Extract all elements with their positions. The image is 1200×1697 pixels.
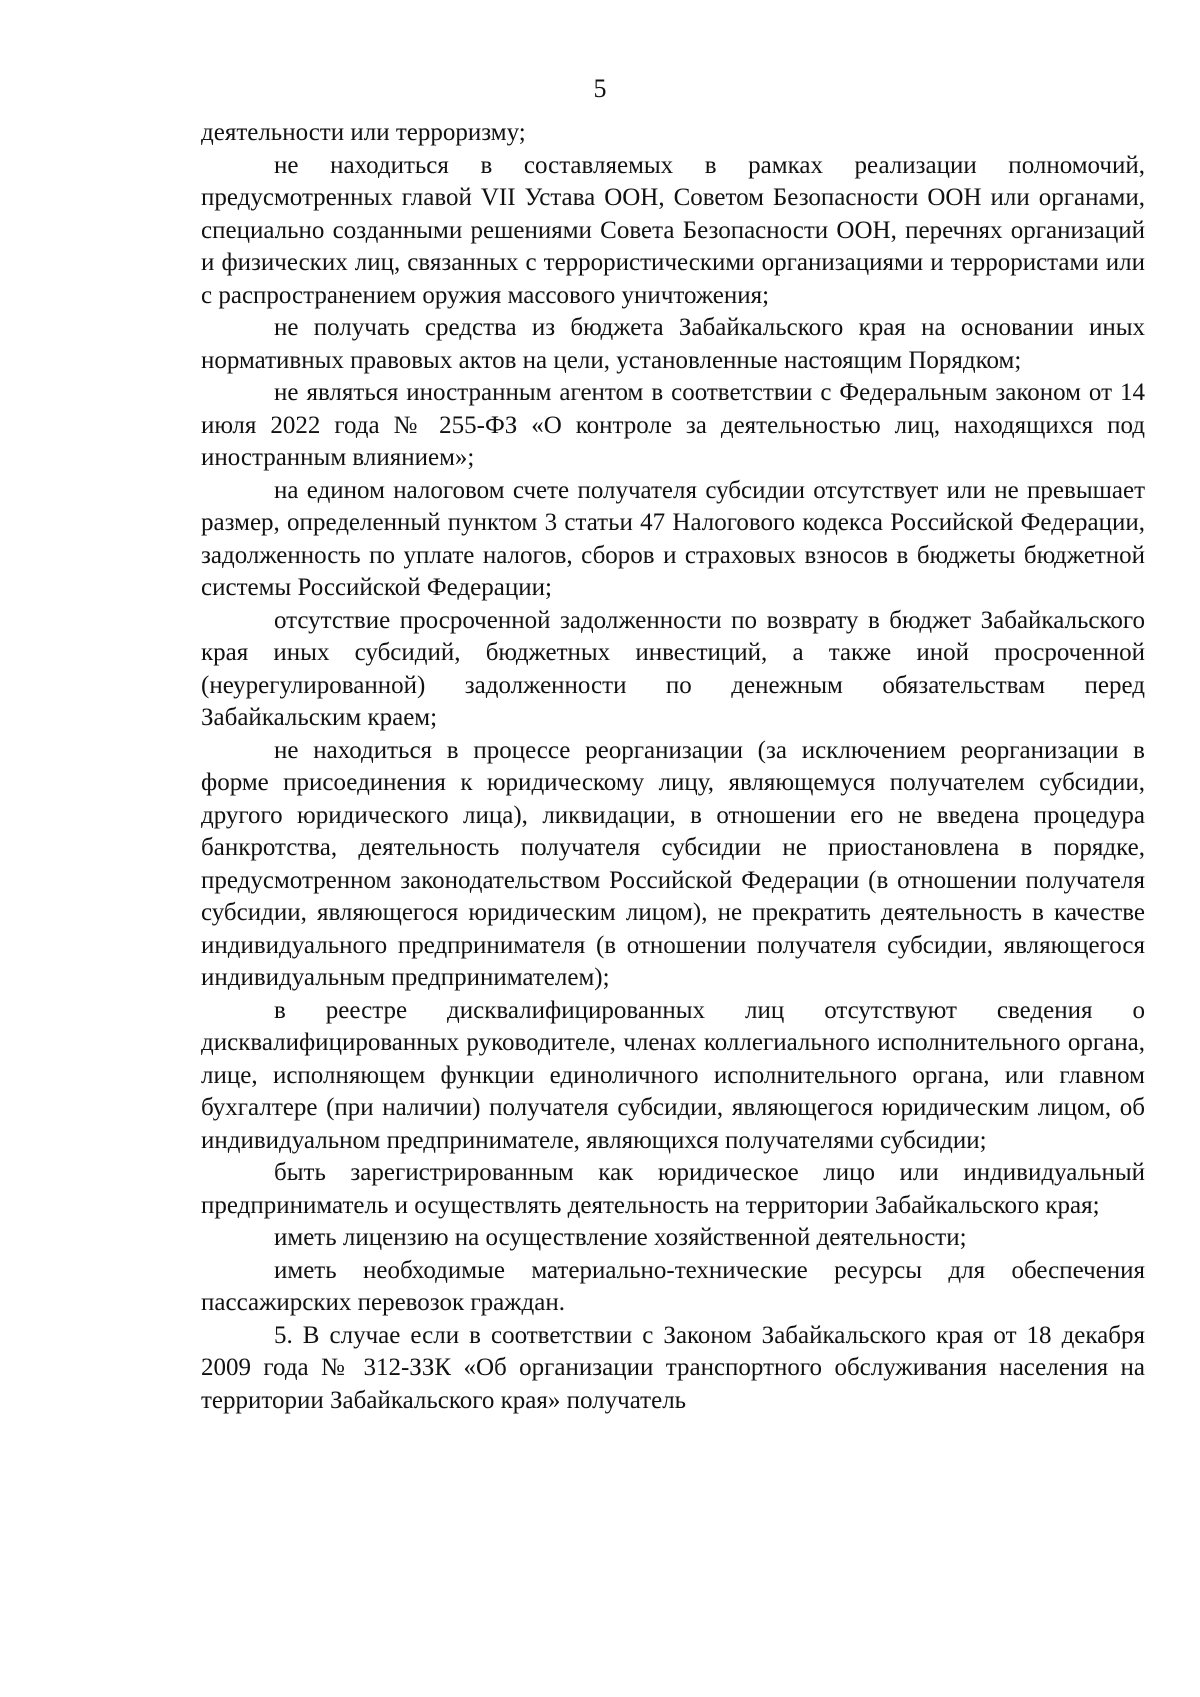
paragraph-foreign-agent: не являться иностранным агентом в соответствии с Федеральным законом от 14 июля 2022 года № 255-ФЗ «О контроле за деятельностью лиц, находящихся под иностранным влиянием»; [201,379,1145,471]
paragraph-disqualified-persons: в реестре дисквалифицированных лиц отсутствуют сведения о дисквалифицированных руководителе, членах коллегиального исполнительного органа, лице, исполняющем функции единоличного исполнительного органа, или главном бухгалтере (при наличии) получателя субсидии, являющегося юридическим лицом, об индивидуальном предпринимателе, являющихся получателями субсидии; [201,996,1145,1154]
document-body [201,117,1145,1417]
paragraph-no-budget-funds: не получать средства из бюджета Забайкальского края на основании иных нормативных правовых актов на цели, установленные настоящим Порядком; [201,314,1145,374]
paragraph-un-sanctions-list: не находиться в составляемых в рамках реализации полномочий, предусмотренных главой VII Устава ООН, Советом Безопасности ООН или органами, специально созданными решениями Совета Безопасности ООН, перечнях организаций и физических лиц, связанных с террористическими организациями и террористами или с распространением оружия массового уничтожения; [201,151,1145,309]
paragraph-overdue-debt: отсутствие просроченной задолженности по возврату в бюджет Забайкальского края иных субсидий, бюджетных инвестиций, а также иной просроченной (неурегулированной) задолженности по денежным обязательствам перед Забайкальским краем; [201,606,1145,731]
paragraph-registration: быть зарегистрированным как юридическое лицо или индивидуальный предприниматель и осуществлять деятельность на территории Забайкальского края; [201,1159,1145,1219]
paragraph-reorganization: не находиться в процессе реорганизации (за исключением реорганизации в форме присоединения к юридическому лицу, являющемуся получателем субсидии, другого юридического лица), ликвидации, в отношении его не введена процедура банкротства, деятельность получателя субсидии не приостановлена в порядке, предусмотренном законодательством Российской Федерации (в отношении получателя субсидии, являющегося юридическим лицом), не прекратить деятельность в качестве индивидуального предпринимателя (в отношении получателя субсидии, являющегося индивидуальным предпринимателем); [201,736,1145,991]
page-number: 5 [593,74,607,103]
paragraph-continuation: деятельности или терроризму; [201,119,526,146]
paragraph-clause-5: 5. В случае если в соответствии с Законом Забайкальского края от 18 декабря 2009 года № 312-ЗЗК «Об организации транспортного обслуживания населения на территории Забайкальского края» получатель [201,1321,1145,1414]
paragraph-resources: иметь необходимые материально-технические ресурсы для обеспечения пассажирских перевозок граждан. [201,1256,1145,1316]
paragraph-tax-account: на едином налоговом счете получателя субсидии отсутствует или не превышает размер, определенный пунктом 3 статьи 47 Налогового кодекса Российской Федерации, задолженность по уплате налогов, сборов и страховых взносов в бюджеты бюджетной системы Российской Федерации; [201,476,1145,601]
paragraph-license: иметь лицензию на осуществление хозяйственной деятельности; [274,1224,967,1251]
